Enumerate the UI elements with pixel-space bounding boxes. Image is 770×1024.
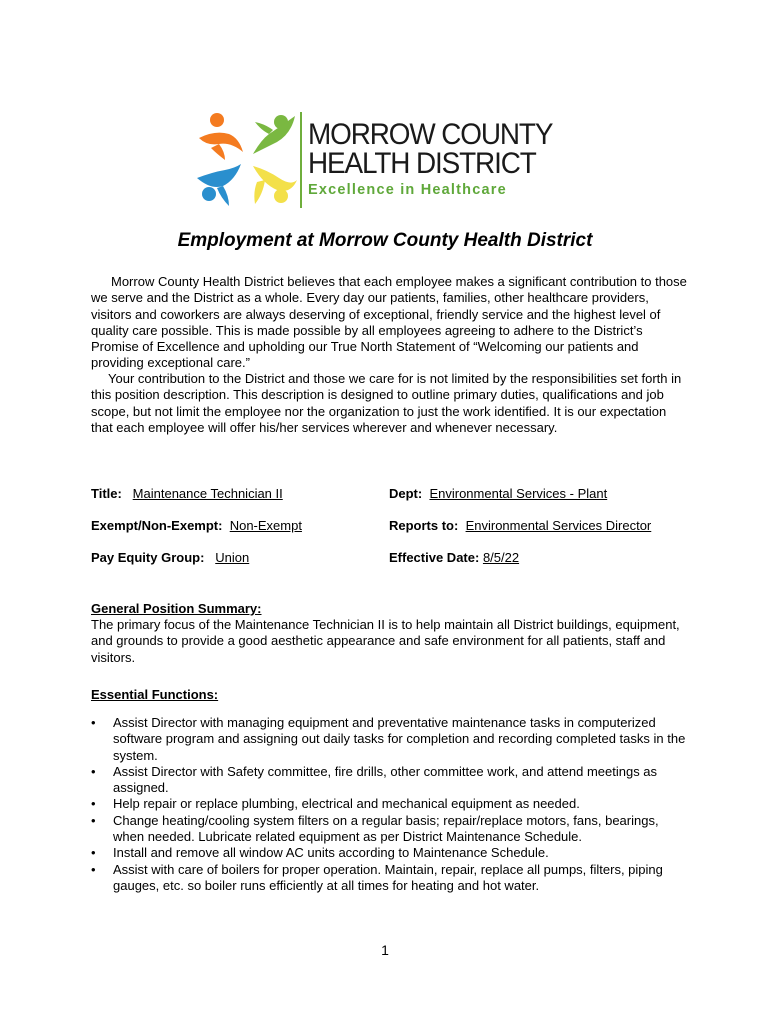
summary-text: The primary focus of the Maintenance Technician II is to help maintain all District buildings, equipment, and grounds to provide a good aesthetic appearance and safe environment for all patients, staff and visitors. [91, 617, 680, 665]
list-item-text: Assist Director with managing equipment and preventative maintenance tasks in computerized software program and assigning out daily tasks for completion and recording completed tasks in the system. [113, 715, 686, 763]
list-item-text: Change heating/cooling system filters on a regular basis; repair/replace motors, fans, bearings, when needed. Lubricate related equipment as per District Maintenance Schedule. [113, 812, 659, 845]
intro-paragraph-1 [91, 274, 687, 372]
list-item [91, 796, 687, 812]
field-exempt-value: Non-Exempt [229, 518, 302, 533]
field-reports-to-value: Environmental Services Director [465, 518, 652, 533]
field-pay-equity-label: Pay Equity Group: [91, 550, 205, 565]
logo-divider [300, 112, 302, 208]
logo-tagline: Excellence in Healthcare [308, 182, 507, 198]
field-effective-date-value: 8/5/22 [482, 550, 520, 565]
list-item-text: Install and remove all window AC units according to Maintenance Schedule. [113, 845, 549, 861]
people-circle-logo-icon [195, 108, 299, 212]
bullet-icon: • [91, 812, 96, 828]
list-item [91, 862, 687, 895]
district-logo [195, 108, 595, 212]
list-item [91, 715, 687, 764]
logo-name-line1: MORROW COUNTY [308, 118, 553, 151]
bullet-icon: • [91, 715, 96, 730]
summary-heading: General Position Summary: [91, 601, 262, 616]
intro-paragraph-1-text: Morrow County Health District believes that each employee makes a significant contribution to those we serve and the District as a whole. Every day our patients, families, other healthcare providers, visitors and coworkers are always deserving of exceptional, friendly service and the highest level of quality care possible. This is made possible by all employees agreeing to adhere to the District’s Promise of Excellence and upholding our True North Statement of “Welcoming our patients and providing exceptional care.” [91, 274, 687, 371]
field-title-label: Title: [91, 486, 122, 501]
functions-list [91, 715, 687, 894]
list-item-text: Assist Director with Safety committee, fire drills, other committee work, and attend meetings as assigned. [113, 763, 658, 796]
list-item-text: Help repair or replace plumbing, electrical and mechanical equipment as needed. [113, 796, 580, 812]
field-effective-date [389, 550, 519, 566]
field-exempt-label: Exempt/Non-Exempt: [91, 518, 223, 533]
field-reports-to [389, 518, 651, 534]
field-pay-equity-value: Union [215, 550, 250, 565]
intro-paragraph-2 [91, 371, 687, 436]
field-dept-value: Environmental Services - Plant [429, 486, 608, 501]
document-title: Employment at Morrow County Health District [177, 230, 593, 251]
page-number: 1 [381, 942, 389, 958]
list-item-text: Assist with care of boilers for proper operation. Maintain, repair, replace all pumps, filters, piping gauges, etc. so boiler runs efficiently at all times for heating and hot water. [113, 861, 663, 893]
list-item [91, 813, 687, 846]
logo-name-line2: HEALTH DISTRICT [308, 147, 536, 180]
field-title [91, 486, 283, 502]
bullet-icon: • [91, 763, 96, 779]
bullet-icon: • [91, 861, 96, 877]
field-title-value: Maintenance Technician II [132, 486, 283, 501]
functions-heading: Essential Functions: [91, 687, 219, 702]
list-item [91, 764, 687, 797]
field-effective-date-label: Effective Date: [389, 550, 480, 565]
field-dept-label: Dept: [389, 486, 423, 501]
field-dept [389, 486, 607, 502]
list-item [91, 845, 687, 861]
bullet-icon: • [91, 845, 96, 861]
intro-paragraph-2-text: Your contribution to the District and those we care for is not limited by the responsibilities set forth in this position description. This description is designed to outline primary duties, qualifications and job scope, but not limit the employee nor the organization to just the work identified. It is our expectation that each employee will offer his/her services wherever and whenever necessary. [91, 371, 682, 435]
field-pay-equity [91, 550, 249, 566]
bullet-icon: • [91, 796, 96, 812]
field-reports-to-label: Reports to: [389, 518, 459, 533]
field-exempt [91, 518, 302, 534]
